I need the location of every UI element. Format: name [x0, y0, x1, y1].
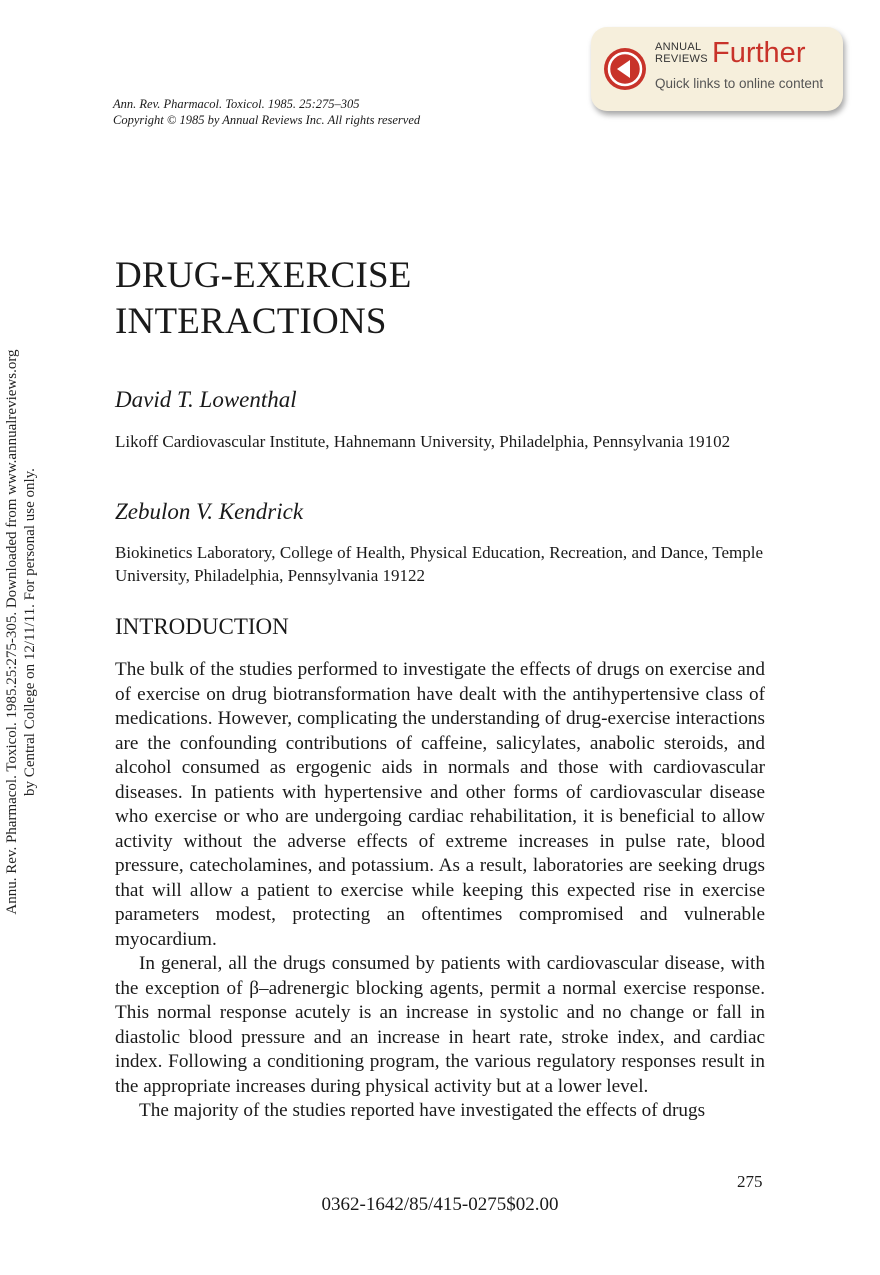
download-notice-line1: Annu. Rev. Pharmacol. Toxicol. 1985.25:275-305. Downloaded from www.annualreviews.org — [4, 349, 20, 915]
article-title-line2: INTERACTIONS — [115, 301, 387, 342]
journal-citation: Ann. Rev. Pharmacol. Toxicol. 1985. 25:275–305 — [113, 97, 360, 111]
annual-reviews-further-badge[interactable] — [591, 27, 843, 111]
issn-price-code: 0362-1642/85/415-0275$02.00 — [321, 1194, 559, 1215]
download-notice — [3, 312, 39, 952]
body-paragraph: The bulk of the studies performed to investigate the effects of drugs on exercise and of exercise on drug biotransformation have dealt with the antihypertensive class of medications. However, complicating the understanding of drug-exercise interactions are the confounding contributions of caffeine, salicylates, anabolic steroids, and alcohol consumed as ergogenic aids in normals and those with cardiovascular diseases. In patients with hypertensive and other forms of cardiovascular disease who exercise or who are undergoing cardiac rehabilitation, it is beneficial to allow activity without the adverse effects of extreme increases in pulse rate, blood pressure, catecholamines, and potassium. As a result, laboratories are seeking drugs that will allow a patient to exercise while keeping this expected rise in exercise parameters modest, protecting an oftentimes compromised and vulnerable myocardium. — [115, 659, 765, 950]
author-name: Zebulon V. Kendrick — [115, 499, 304, 524]
journal-copyright: Copyright © 1985 by Annual Reviews Inc. All rights reserved — [113, 113, 421, 127]
section-heading-introduction: INTRODUCTION — [115, 614, 289, 639]
article-title-line1: DRUG-EXERCISE — [115, 255, 412, 296]
back-arrow-circle-icon — [603, 47, 647, 91]
body-paragraph: The majority of the studies reported have investigated the effects of drugs — [139, 1100, 706, 1121]
badge-annual-text: ANNUAL — [655, 41, 702, 53]
author-affiliation: Likoff Cardiovascular Institute, Hahnemann University, Philadelphia, Pennsylvania 19102 — [115, 432, 731, 451]
page-number: 275 — [737, 1172, 763, 1191]
article-body — [115, 658, 765, 1124]
body-paragraph: In general, all the drugs consumed by patients with cardiovascular disease, with the exception of β–adrenergic blocking agents, permit a normal exercise response. This normal response acutely is an increase in systolic and no change or fall in diastolic blood pressure and an increase in heart rate, stroke index, and cardiac index. Following a conditioning program, the various regulatory responses result in the appropriate increases during physical activity but at a lower level. — [115, 953, 765, 1097]
badge-annual-reviews-wordmark — [655, 41, 708, 65]
badge-reviews-text: REVIEWS — [655, 53, 708, 65]
article-title — [115, 253, 412, 345]
author-affiliation: Biokinetics Laboratory, College of Health, Physical Education, Recreation, and Dance, Temple University, Philadelphia, Pennsylvania 19122 — [115, 543, 763, 585]
download-notice-line2: by Central College on 12/11/11. For personal use only. — [22, 468, 38, 796]
badge-subtitle: Quick links to online content — [655, 76, 824, 91]
journal-header — [113, 96, 420, 128]
badge-further-text: Further — [712, 37, 806, 69]
author-name: David T. Lowenthal — [115, 387, 297, 412]
